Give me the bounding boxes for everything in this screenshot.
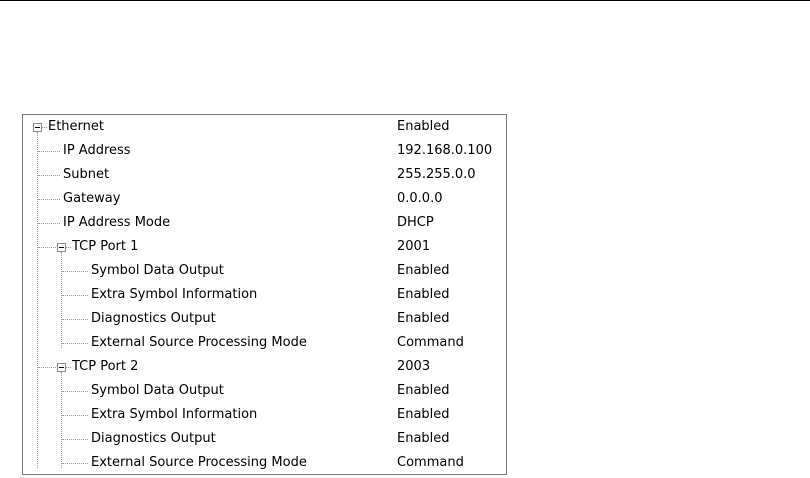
tree-node-label: IP Address xyxy=(63,143,131,158)
tree-node-label: Ethernet xyxy=(48,119,104,134)
tree-node-label: TCP Port 1 xyxy=(72,239,139,254)
tree-node-value: 2001 xyxy=(397,239,431,254)
tree-node-label: Subnet xyxy=(63,167,110,182)
tree-node-label: Diagnostics Output xyxy=(91,431,216,446)
tree-node-label: Diagnostics Output xyxy=(91,311,216,326)
tree-node-value: Enabled xyxy=(397,287,450,302)
tree-node-ethernet[interactable] xyxy=(23,115,507,139)
tree-node-ip-address[interactable] xyxy=(23,139,507,163)
ethernet-settings-tree[interactable] xyxy=(22,114,507,475)
tree-node-value: Command xyxy=(397,455,464,470)
tree-node-label: Symbol Data Output xyxy=(91,263,224,278)
tree-node-value: 192.168.0.100 xyxy=(397,143,493,158)
tree-node-value: Enabled xyxy=(397,311,450,326)
tree-node-label: IP Address Mode xyxy=(63,215,171,230)
tree-node-symbol-data-output[interactable] xyxy=(23,379,507,403)
tree-node-value: Enabled xyxy=(397,407,450,422)
collapse-icon[interactable] xyxy=(57,243,66,252)
tree-node-value: Enabled xyxy=(397,383,450,398)
collapse-icon[interactable] xyxy=(33,123,42,132)
tree-node-ip-address-mode[interactable] xyxy=(23,211,507,235)
tree-node-value: Enabled xyxy=(397,119,450,134)
tree-node-diagnostics-output[interactable] xyxy=(23,427,507,451)
tree-node-value: 2003 xyxy=(397,359,431,374)
tree-node-tcp-port-2[interactable] xyxy=(23,355,507,379)
tree-node-subnet[interactable] xyxy=(23,163,507,187)
tree-node-label: TCP Port 2 xyxy=(72,359,139,374)
top-divider xyxy=(0,0,810,1)
tree-node-tcp-port-1[interactable] xyxy=(23,235,507,259)
tree-node-value: Enabled xyxy=(397,263,450,278)
tree-node-value: 0.0.0.0 xyxy=(397,191,443,206)
tree-node-external-source-processing-mode[interactable] xyxy=(23,451,507,475)
tree-node-label: Extra Symbol Information xyxy=(91,407,258,422)
tree-node-label: Symbol Data Output xyxy=(91,383,224,398)
tree-node-symbol-data-output[interactable] xyxy=(23,259,507,283)
tree-node-diagnostics-output[interactable] xyxy=(23,307,507,331)
tree-node-label: External Source Processing Mode xyxy=(91,335,307,350)
tree-node-external-source-processing-mode[interactable] xyxy=(23,331,507,355)
tree-node-value: Command xyxy=(397,335,464,350)
tree-node-value: DHCP xyxy=(397,215,434,230)
tree-node-label: Extra Symbol Information xyxy=(91,287,258,302)
tree-node-label: Gateway xyxy=(63,191,121,206)
tree-node-value: Enabled xyxy=(397,431,450,446)
tree-node-label: External Source Processing Mode xyxy=(91,455,307,470)
tree-node-extra-symbol-information[interactable] xyxy=(23,283,507,307)
tree-node-extra-symbol-information[interactable] xyxy=(23,403,507,427)
collapse-icon[interactable] xyxy=(57,363,66,372)
tree-node-value: 255.255.0.0 xyxy=(397,167,476,182)
tree-node-gateway[interactable] xyxy=(23,187,507,211)
